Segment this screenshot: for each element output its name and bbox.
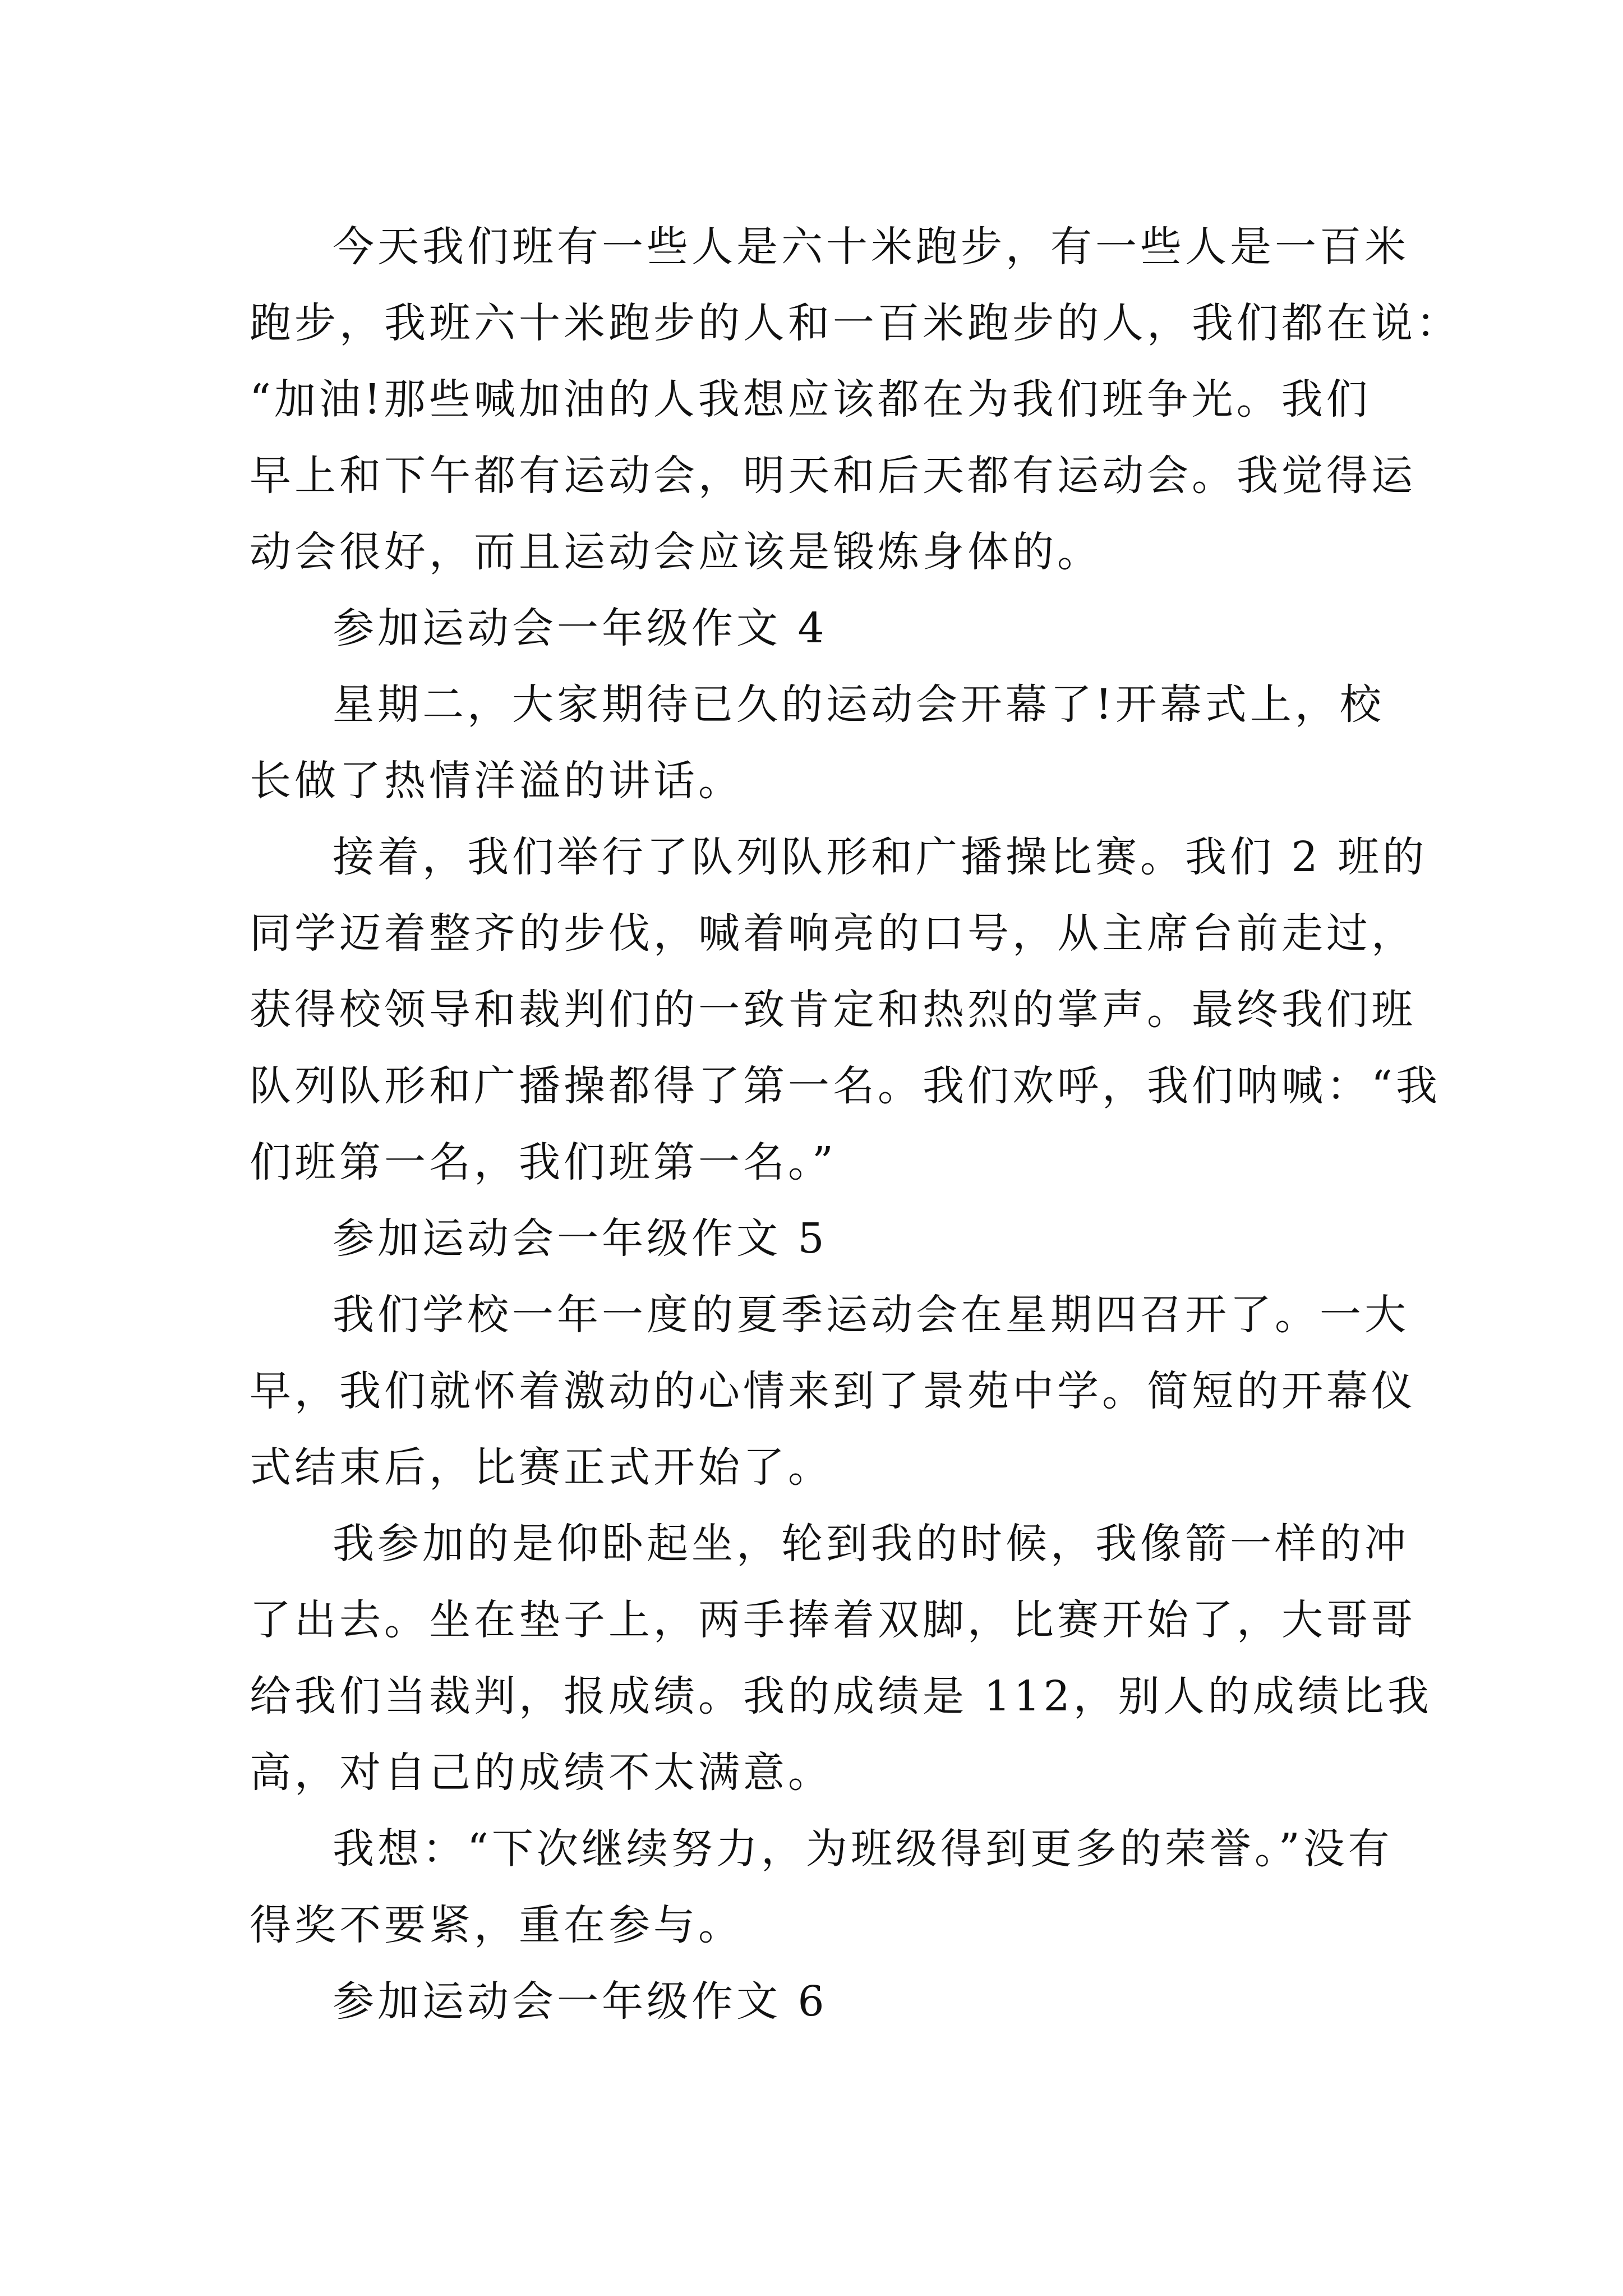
text-line: 今天我们班有一些人是六十米跑步，有一些人是一百米 [333, 223, 1409, 271]
text-line: 式结束后，比赛正式开始了。 [250, 1443, 833, 1492]
document-body [250, 209, 1461, 2040]
paragraph [250, 1277, 1416, 1506]
text-line: 我参加的是仰卧起坐，轮到我的时候，我像箭一样的冲 [333, 1520, 1409, 1568]
text-line: 早，我们就怀着激动的心情来到了景苑中学。简短的开幕仪 [250, 1367, 1416, 1415]
text-line: 了出去。坐在垫子上，两手捧着双脚，比赛开始了，大哥哥 [250, 1596, 1416, 1644]
text-line: 们班第一名，我们班第一名。” [250, 1138, 837, 1186]
paragraph [250, 666, 1394, 819]
section-heading: 参加运动会一年级作文 6 [333, 1977, 828, 2026]
text-line: 跑步，我班六十米跑步的人和一百米跑步的人，我们都在说： [250, 299, 1461, 347]
text-line: 获得校领导和裁判们的一致肯定和热烈的掌声。最终我们班 [250, 986, 1416, 1034]
text-line: 得奖不要紧，重在参与。 [250, 1901, 743, 1949]
paragraph [250, 819, 1441, 1200]
paragraph [250, 1811, 1394, 1963]
paragraph [250, 1506, 1432, 1811]
text-line: 长做了热情洋溢的讲话。 [250, 757, 743, 805]
text-line: “加油!那些喊加油的人我想应该都在为我们班争光。我们 [250, 375, 1371, 424]
text-line: 星期二，大家期待已久的运动会开幕了!开幕式上，校 [333, 680, 1385, 729]
text-line: 队列队形和广播操都得了第一名。我们欢呼，我们呐喊：“我 [250, 1062, 1441, 1110]
text-line: 动会很好，而且运动会应该是锻炼身体的。 [250, 528, 1102, 576]
paragraph [250, 209, 1461, 590]
text-line: 同学迈着整齐的步伐，喊着响亮的口号，从主席台前走过， [250, 909, 1416, 958]
text-line: 我们学校一年一度的夏季运动会在星期四召开了。一大 [333, 1291, 1409, 1339]
text-line: 给我们当裁判，报成绩。我的成绩是 112，别人的成绩比我 [250, 1672, 1432, 1720]
text-line: 高，对自己的成绩不太满意。 [250, 1749, 833, 1797]
text-line: 接着，我们举行了队列队形和广播操比赛。我们 2 班的 [333, 833, 1428, 881]
text-line: 早上和下午都有运动会，明天和后天都有运动会。我觉得运 [250, 452, 1416, 500]
section-heading: 参加运动会一年级作文 5 [333, 1214, 828, 1263]
text-line: 我想：“下次继续努力，为班级得到更多的荣誉。”没有 [333, 1825, 1393, 1873]
section-heading: 参加运动会一年级作文 4 [333, 604, 828, 652]
